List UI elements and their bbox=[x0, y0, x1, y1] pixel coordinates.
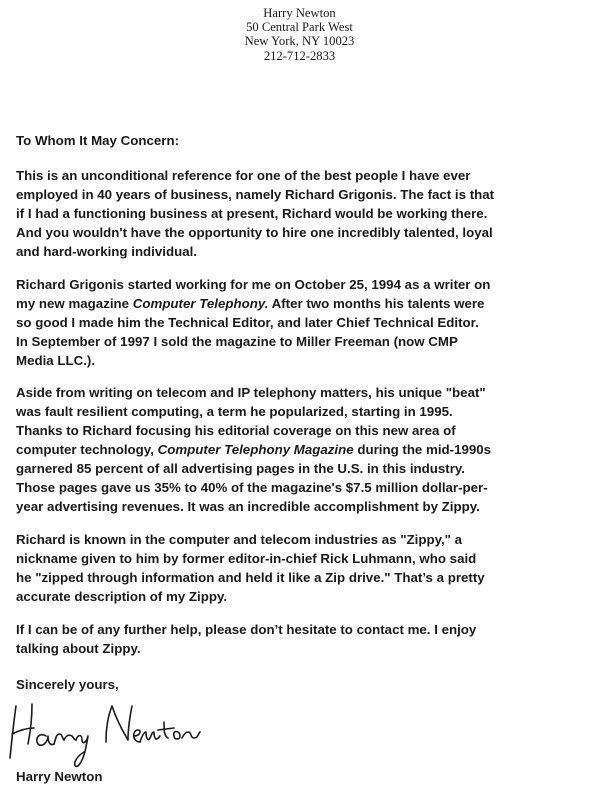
text-line: so good I made him the Technical Editor, and later Chief Technical Editor. bbox=[16, 315, 479, 330]
text-line: If I can be of any further help, please don’t hesitate to contact me. I enjoy bbox=[16, 622, 477, 637]
text-line: if I had a functioning business at present, Richard would be working there. bbox=[16, 206, 488, 221]
text-line: And you wouldn't have the opportunity to hire one incredibly talented, loyal bbox=[16, 225, 493, 240]
text-line: and hard-working individual. bbox=[16, 244, 197, 259]
letterhead bbox=[0, 6, 599, 63]
text-line: In September of 1997 I sold the magazine to Miller Freeman (now CMP bbox=[16, 334, 458, 349]
text-line: This is an unconditional reference for one of the best people I have ever bbox=[16, 168, 471, 183]
handwritten-signature bbox=[2, 700, 242, 770]
text-run: during the mid-1990s bbox=[353, 442, 492, 457]
text-line: Richard Grigonis started working for me on October 25, 1994 as a writer on bbox=[16, 277, 491, 292]
text-line bbox=[16, 294, 490, 313]
paragraph-1 bbox=[16, 166, 494, 261]
signer-name: Harry Newton bbox=[16, 769, 103, 784]
closing: Sincerely yours, bbox=[16, 677, 119, 692]
text-line: garnered 85 percent of all advertising pages in the U.S. in this industry. bbox=[16, 461, 465, 476]
text-line: Media LLC.). bbox=[16, 353, 96, 368]
text-line: employed in 40 years of business, namely Richard Grigonis. The fact is that bbox=[16, 187, 495, 202]
magazine-title: Computer Telephony Magazine bbox=[157, 442, 354, 457]
paragraph-4 bbox=[16, 530, 485, 606]
text-line: Richard is known in the computer and telecom industries as "Zippy," a bbox=[16, 532, 463, 547]
paragraph-3 bbox=[16, 383, 491, 516]
text-run: computer technology, bbox=[16, 442, 158, 457]
sender-name: Harry Newton bbox=[263, 6, 336, 20]
text-line: Those pages gave us 35% to 40% of the magazine's $7.5 million dollar-per- bbox=[16, 480, 488, 495]
sender-street: 50 Central Park West bbox=[246, 20, 353, 35]
text-line: nickname given to him by former editor-in-chief Rick Luhmann, who said bbox=[16, 551, 477, 566]
paragraph-2 bbox=[16, 275, 490, 370]
signature-image bbox=[2, 700, 242, 770]
text-line: year advertising revenues. It was an incredible accomplishment by Zippy. bbox=[16, 499, 480, 514]
text-run: my new magazine bbox=[16, 296, 133, 311]
text-line: was fault resilient computing, a term he popularized, starting in 1995. bbox=[16, 404, 453, 419]
salutation: To Whom It May Concern: bbox=[16, 133, 180, 148]
text-line: talking about Zippy. bbox=[16, 641, 141, 656]
text-line: Aside from writing on telecom and IP telephony matters, his unique "beat" bbox=[16, 385, 486, 400]
text-run: After two months his talents were bbox=[268, 296, 485, 311]
text-line: he "zipped through information and held it like a Zip drive." That’s a pretty bbox=[16, 570, 485, 585]
sender-city: New York, NY 10023 bbox=[244, 34, 355, 49]
magazine-title: Computer Telephony. bbox=[132, 296, 269, 311]
paragraph-5 bbox=[16, 620, 476, 658]
text-line bbox=[16, 440, 491, 459]
text-line: accurate description of my Zippy. bbox=[16, 589, 228, 604]
text-line: Thanks to Richard focusing his editorial coverage on this new area of bbox=[16, 423, 456, 438]
sender-phone: 212-712-2833 bbox=[263, 48, 336, 63]
